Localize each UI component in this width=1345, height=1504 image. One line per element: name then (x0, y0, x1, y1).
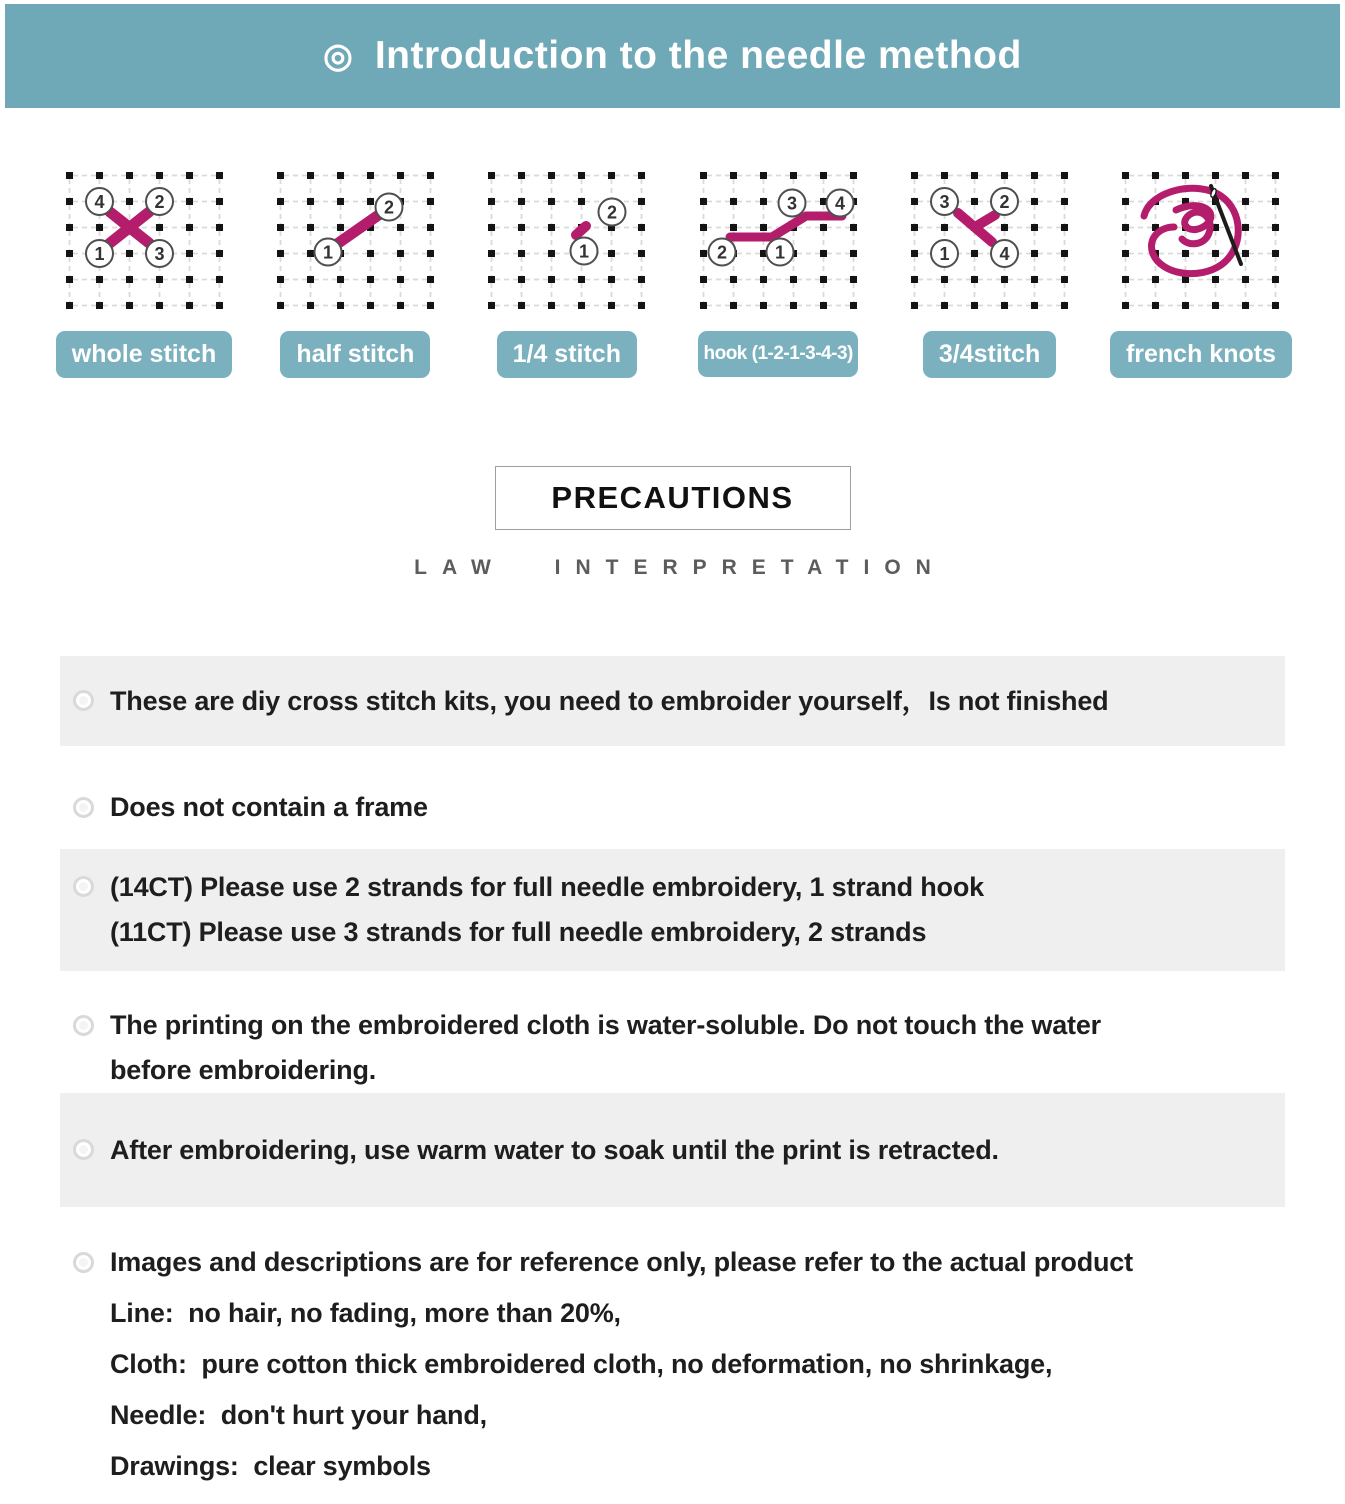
circle-bullet-icon (73, 876, 94, 897)
circle-bullet-icon (73, 797, 94, 818)
svg-text:3: 3 (153, 244, 165, 264)
precaution-line: After embroidering, use warm water to soak until the print is retracted. (110, 1135, 999, 1165)
hook-stitch-diagram (700, 172, 857, 309)
svg-text:4: 4 (834, 193, 845, 214)
circle-bullet-icon (73, 690, 94, 711)
svg-text:1: 1 (579, 241, 590, 262)
svg-text:1: 1 (322, 242, 333, 263)
stitch-label-hook: hook (1-2-1-3-4-3) (698, 331, 857, 377)
precaution-item (60, 1093, 1285, 1207)
svg-text:1: 1 (774, 242, 785, 263)
stitch-quarter (479, 172, 655, 378)
quarter-stitch-thread (576, 226, 586, 235)
svg-text:2: 2 (716, 242, 727, 263)
svg-text:3: 3 (939, 192, 950, 212)
stitch-label-french-knots: french knots (1110, 331, 1292, 378)
three-quarter-stitch-diagram (911, 172, 1068, 309)
precaution-item (60, 1237, 1285, 1492)
half-stitch-diagram (277, 172, 434, 309)
svg-text:4: 4 (999, 244, 1010, 264)
header-banner (5, 4, 1340, 108)
stitch-half (267, 172, 443, 378)
precautions-title-box (495, 466, 851, 530)
stitch-whole (56, 172, 232, 378)
whole-stitch-diagram (66, 172, 223, 309)
stitch-label-three-quarter: 3/4stitch (923, 331, 1056, 378)
stitch-grid (488, 172, 645, 309)
svg-text:1: 1 (939, 244, 950, 264)
svg-text:3: 3 (786, 193, 797, 214)
precaution-item (60, 656, 1285, 746)
svg-text:1: 1 (93, 244, 105, 264)
precaution-line: Needle: don't hurt your hand, (110, 1400, 487, 1430)
precaution-line: Drawings: clear symbols (110, 1451, 431, 1481)
stitch-diagram-row (0, 172, 1345, 378)
precaution-list (60, 656, 1285, 1492)
precaution-line: (14CT) Please use 2 strands for full needle embroidery, 1 strand hook (110, 872, 984, 902)
stitch-grid (277, 172, 434, 309)
stitch-french-knots (1113, 172, 1289, 378)
stitch-three-quarter (902, 172, 1078, 378)
stitch-label-half: half stitch (280, 331, 430, 378)
law-interpretation-subtitle: LAW INTERPRETATION (414, 556, 946, 579)
stitch-label-quarter: 1/4 stitch (497, 331, 637, 378)
precaution-line: Cloth: pure cotton thick embroidered cloth, no deformation, no shrinkage, (110, 1349, 1053, 1379)
svg-text:2: 2 (999, 192, 1010, 212)
svg-text:2: 2 (607, 202, 618, 223)
svg-text:2: 2 (383, 197, 394, 218)
precaution-line: Images and descriptions are for reference only, please refer to the actual product (110, 1247, 1133, 1277)
page-title: Introduction to the needle method (374, 34, 1022, 77)
precaution-line: These are diy cross stitch kits, you need to embroider yourself，Is not finished (110, 686, 1109, 716)
quarter-stitch-diagram (488, 172, 645, 309)
precaution-line: Line: no hair, no fading, more than 20%, (110, 1298, 621, 1328)
precaution-item (60, 786, 1285, 828)
circle-bullet-icon (73, 1139, 94, 1160)
circle-bullet-icon (73, 1015, 94, 1036)
precaution-line: The printing on the embroidered cloth is water-soluble. Do not touch the water (110, 1010, 1101, 1040)
precaution-item (60, 849, 1285, 971)
precaution-item (60, 1003, 1285, 1093)
circle-bullet-icon (73, 1252, 94, 1273)
stitch-hook (690, 172, 866, 378)
precautions-title: PRECAUTIONS (551, 480, 794, 515)
svg-text:4: 4 (93, 192, 105, 212)
double-circle-icon: ◎ (323, 37, 353, 75)
precaution-line: (11CT) Please use 3 strands for full needle embroidery, 2 strands (110, 917, 927, 947)
stitch-label-whole: whole stitch (56, 331, 232, 378)
svg-text:2: 2 (153, 192, 165, 212)
french-knots-diagram (1122, 172, 1279, 309)
precaution-line: before embroidering. (110, 1055, 377, 1085)
precaution-line: Does not contain a frame (110, 792, 428, 822)
